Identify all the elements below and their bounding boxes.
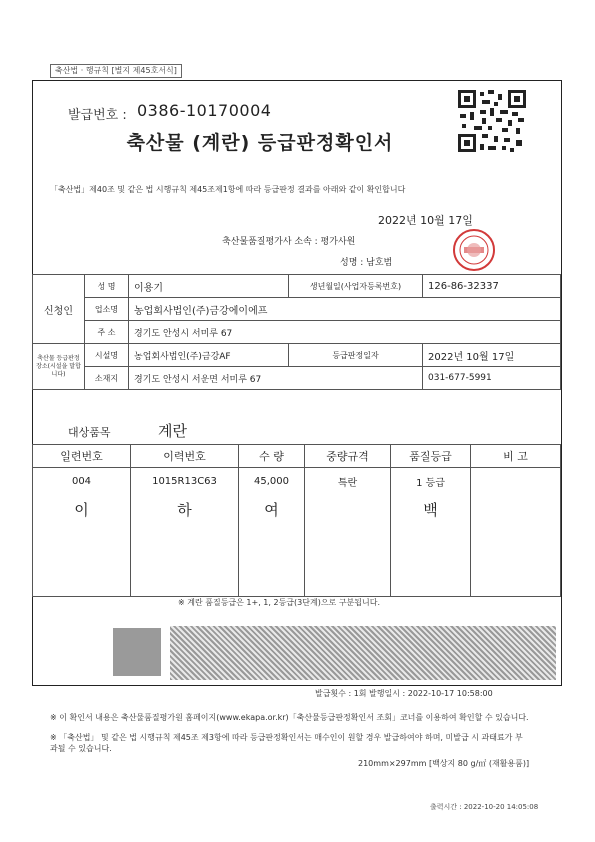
- name-label: 성 명: [85, 275, 129, 298]
- business-name-value: 농업회사법인(주)금강에이에프: [129, 298, 561, 321]
- address-label: 주 소: [85, 321, 129, 344]
- grade-cell: 백: [391, 494, 471, 524]
- grade-cell: 1 등급: [391, 468, 471, 495]
- print-time: 출력시간 : 2022-10-20 14:05:08: [430, 803, 539, 811]
- name-value: 이용기: [129, 275, 289, 298]
- grade-note: ※ 계란 품질등급은 1+, 1, 2등급(3단계)으로 구분됩니다.: [178, 598, 380, 607]
- quantity-cell: 45,000: [239, 468, 305, 495]
- column-header: 품질등급: [391, 445, 471, 468]
- weight-cell: [305, 494, 391, 524]
- location-value: 경기도 안성시 서운면 서미루 67: [129, 367, 423, 390]
- table-header-row: [33, 445, 561, 468]
- business-number-value: 126-86-32337: [423, 275, 561, 298]
- table-row: [33, 494, 561, 524]
- facility-phone: 031-677-5991: [423, 367, 561, 390]
- remark-cell: [471, 494, 561, 524]
- official-seal-icon: [452, 228, 496, 272]
- column-header: 중량규격: [305, 445, 391, 468]
- product-row: [32, 418, 560, 445]
- table-row: [33, 344, 561, 367]
- qr-code-icon[interactable]: [456, 88, 528, 154]
- remark-cell: [471, 468, 561, 495]
- column-header: 이력번호: [131, 445, 239, 468]
- location-label: 소재지: [85, 367, 129, 390]
- facility-name-label: 시설명: [85, 344, 129, 367]
- footnote-verification: ※ 이 확인서 내용은 축산물품질평가원 홈페이지(www.ekapa.or.kr)「축산물등급판정확인서 조회」코너를 이용하여 확인할 수 있습니다.: [50, 713, 529, 722]
- column-header: 비 고: [471, 445, 561, 468]
- table-row: [33, 321, 561, 344]
- document-title: 축산물 (계란) 등급판정확인서: [126, 132, 394, 154]
- grade-table: [32, 444, 561, 597]
- security-pattern: [170, 626, 556, 680]
- form-reference: 축산법 · 행규칙 [별지 제45호서식]: [50, 64, 182, 78]
- paper-spec: 210mm×297mm [백상지 80 g/㎡ (재활용품)]: [358, 759, 530, 768]
- serial-cell: 004: [33, 468, 131, 495]
- issue-number: 0386-10170004: [137, 101, 272, 120]
- table-filler-row: [33, 524, 561, 597]
- facility-name-value: 농업회사법인(주)금강AF: [129, 344, 289, 367]
- column-header: 수 량: [239, 445, 305, 468]
- table-row: [33, 298, 561, 321]
- issue-date: 2022년 10월 17일: [378, 214, 473, 227]
- issuer-organization: 축산물품질평가사 소속 : 평가사원: [222, 237, 356, 247]
- business-name-label: 업소명: [85, 298, 129, 321]
- grading-date-label: 등급판정일자: [289, 344, 423, 367]
- applicant-info-table: [32, 274, 561, 390]
- grading-date-value: 2022년 10월 17일: [423, 344, 561, 367]
- business-number-label: 생년월일(사업자등록번호): [289, 275, 423, 298]
- trace-number-cell: 1015R13C63: [131, 468, 239, 495]
- address-value: 경기도 안성시 서미루 67: [129, 321, 561, 344]
- product-label: 대상품목: [68, 426, 111, 439]
- footnote-legal: ※ 「축산법」 및 같은 법 시행규칙 제45조 제3항에 따라 등급판정확인서는 매수인이 원할 경우 발급하여야 하며, 미발급 시 과태료가 부과될 수 있습니다.: [50, 733, 523, 753]
- product-value: 계란: [158, 422, 187, 440]
- issue-info: 발급횟수 : 1회 발행일시 : 2022-10-17 10:58:00: [315, 689, 493, 698]
- column-header: 일련번호: [33, 445, 131, 468]
- trace-number-cell: 하: [131, 494, 239, 524]
- table-row: [33, 275, 561, 298]
- weight-cell: 특란: [305, 468, 391, 495]
- quantity-cell: 여: [239, 494, 305, 524]
- serial-cell: 이: [33, 494, 131, 524]
- issue-number-label: 발급번호 :: [68, 108, 127, 123]
- table-row: [33, 468, 561, 495]
- facility-side-label: 축산물 등급판정 장소(시설을 말합니다): [33, 344, 85, 390]
- examiner-name: 성명 : 남호범: [340, 258, 393, 268]
- intro-text: 「축산법」제40조 및 같은 법 시행규칙 제45조제1항에 따라 등급판정 결과를 아래와 같이 확인합니다: [50, 185, 406, 194]
- applicant-side-label: 신청인: [33, 275, 85, 344]
- table-row: [33, 367, 561, 390]
- stamp-image: [113, 628, 161, 676]
